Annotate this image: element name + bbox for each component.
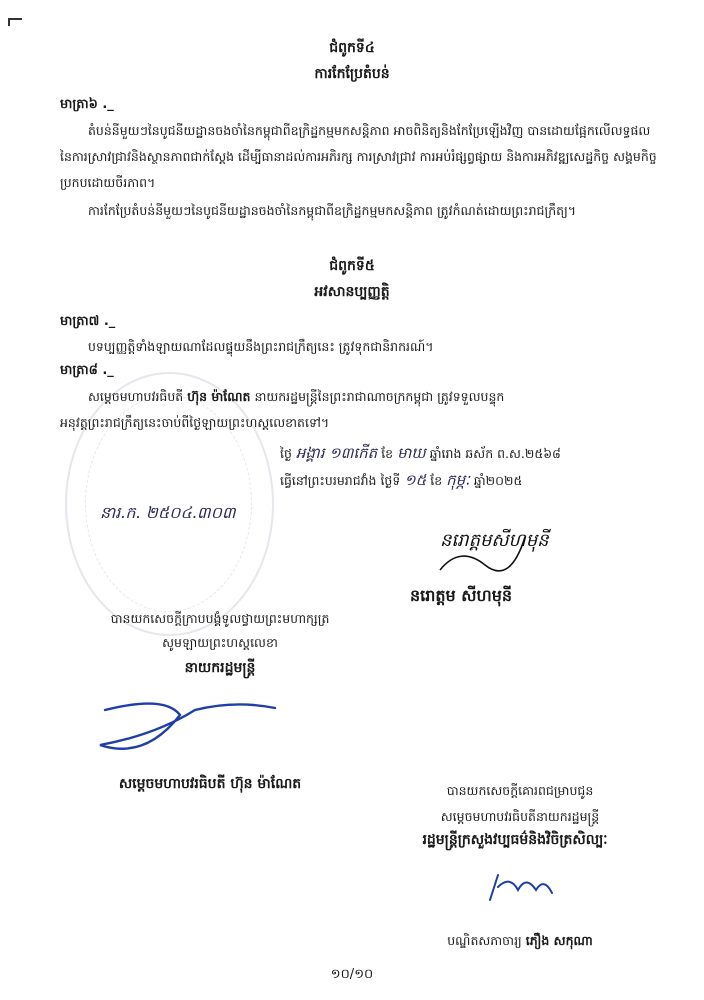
minister-title-prefix: បណ្ឌិតសភាចារ្យ [447,933,526,948]
minister-block-title: រដ្ឋមន្ត្រីក្រសួងវប្បធម៌និងវិចិត្រសិល្បៈ [422,832,608,848]
registry-number: នារ.ក. ២៥០៤.៣០៣ [100,503,236,522]
pm-block-line-1: បានយកសេចក្តីក្រាបបង្គំទូលថ្វាយព្រះមហាក្សត្រ [110,611,330,626]
minister-name: ភឿង សកុណា [525,933,593,948]
article-8-label: មាត្រា៨ ._ [60,363,114,378]
pm-block-title: នាយករដ្ឋមន្ត្រី [184,660,256,676]
solar-date-month-label: ខែ [430,473,443,488]
pm-name: សម្តេចមហាបវរធិបតី ហ៊ុន ម៉ាណែត [118,776,302,792]
solar-date-place: ធ្វើនៅព្រះបរមរាជវាំង ថ្ងៃទី [280,473,401,488]
king-name: នរោត្តម សីហមុនី [410,586,513,605]
article-7-label: មាត្រា៧ ._ [60,314,116,329]
chapter-5-subtitle: អវសានប្បញ្ញត្តិ [314,284,390,300]
lunar-date-year: ឆ្នាំរោង ឆស័ក ព.ស.២៥៦៨ [429,446,561,461]
lunar-date-day-label: ថ្ងៃ [280,446,292,461]
article-8-text-a: សម្តេចមហាបវរធិបតី [88,389,188,404]
lunar-date-line [280,440,561,467]
corner-mark [8,18,22,26]
article-8-pm-name: ហ៊ុន ម៉ាណែត [187,389,251,404]
minister-block-line-2: សម្តេចមហាបវរធិបតីនាយករដ្ឋមន្ត្រី [440,809,600,824]
solar-date-line [280,467,522,494]
king-signature: នរោត្តមសីហមុនី [440,530,549,551]
pm-signature [85,690,285,770]
article-8-paragraph-1 [60,384,660,410]
article-8-text-b: នាយករដ្ឋមន្ត្រីនៃព្រះរាជាណាចក្រកម្ពុជា ត្រូវទទួលបន្ទុក [250,389,505,404]
lunar-date-handwritten-day: អង្គារ ១៣កើត [295,444,378,462]
minister-block-line-1: បានយកសេចក្តីគោរពជម្រាបជូន [446,783,594,798]
article-6-paragraph-2: ការកែប្រែតំបន់នីមួយៗនៃបូជនីយដ្ឋានចងចាំនៃកម្ពុជាពីឧក្រិដ្ឋកម្មមកសន្តិភាព ត្រូវកំណត់ដោយព្រះរាជក្រឹត្យ។ [88,203,577,218]
article-7-paragraph-1: បទប្បញ្ញត្តិទាំងឡាយណាដែលផ្ទុយនឹងព្រះរាជក្រឹត្យនេះ ត្រូវទុកជានិរាករណ៍។ [88,339,434,354]
lunar-date-handwritten-month: មាឃ [397,444,426,462]
article-6-paragraph-1: តំបន់នីមួយៗនៃបូជនីយដ្ឋានចងចាំនៃកម្ពុជាពីឧក្រិដ្ឋកម្មមកសន្តិភាព អាចពិនិត្យនិងកែប្រែឡើងវិញ បានដោយផ្អែកលើលទ្ធផលនៃការស្រាវជ្រាវនិងស្ថានភាពជាក់ស្តែង ដើម្បីធានាដល់ការអភិរក្ស ការស្រាវជ្រាវ ការអប់រំផ្សព្វផ្សាយ និងការអភិវឌ្ឍសេដ្ឋកិច្ច សង្គមកិច្ច ប្រកបដោយចីរភាព។ [60,123,657,190]
solar-date-handwritten-day: ១៥ [404,471,427,489]
chapter-5-title: ជំពូកទី៥ [329,258,375,274]
solar-date-handwritten-month: កុម្ភៈ [446,471,470,489]
article-6-label: មាត្រា៦ ._ [60,97,114,112]
chapter-4-subtitle: ការកែប្រែតំបន់ [314,66,390,82]
page-number: ១០/១០ [330,967,374,982]
article-8-paragraph-2: អនុវត្តព្រះរាជក្រឹត្យនេះចាប់ពីថ្ងៃឡាយព្រះហស្តលេខាតទៅ។ [60,415,330,430]
solar-date-year: ឆ្នាំ២០២៥ [473,473,523,488]
minister-signature [480,865,560,915]
pm-block-line-2: សូមឡាយព្រះហស្តលេខា [162,635,278,650]
minister-name-line [360,928,680,954]
chapter-4-title: ជំពូកទី៤ [329,40,375,56]
king-signature-flourish [430,525,530,585]
lunar-date-month-label: ខែ [381,446,394,461]
